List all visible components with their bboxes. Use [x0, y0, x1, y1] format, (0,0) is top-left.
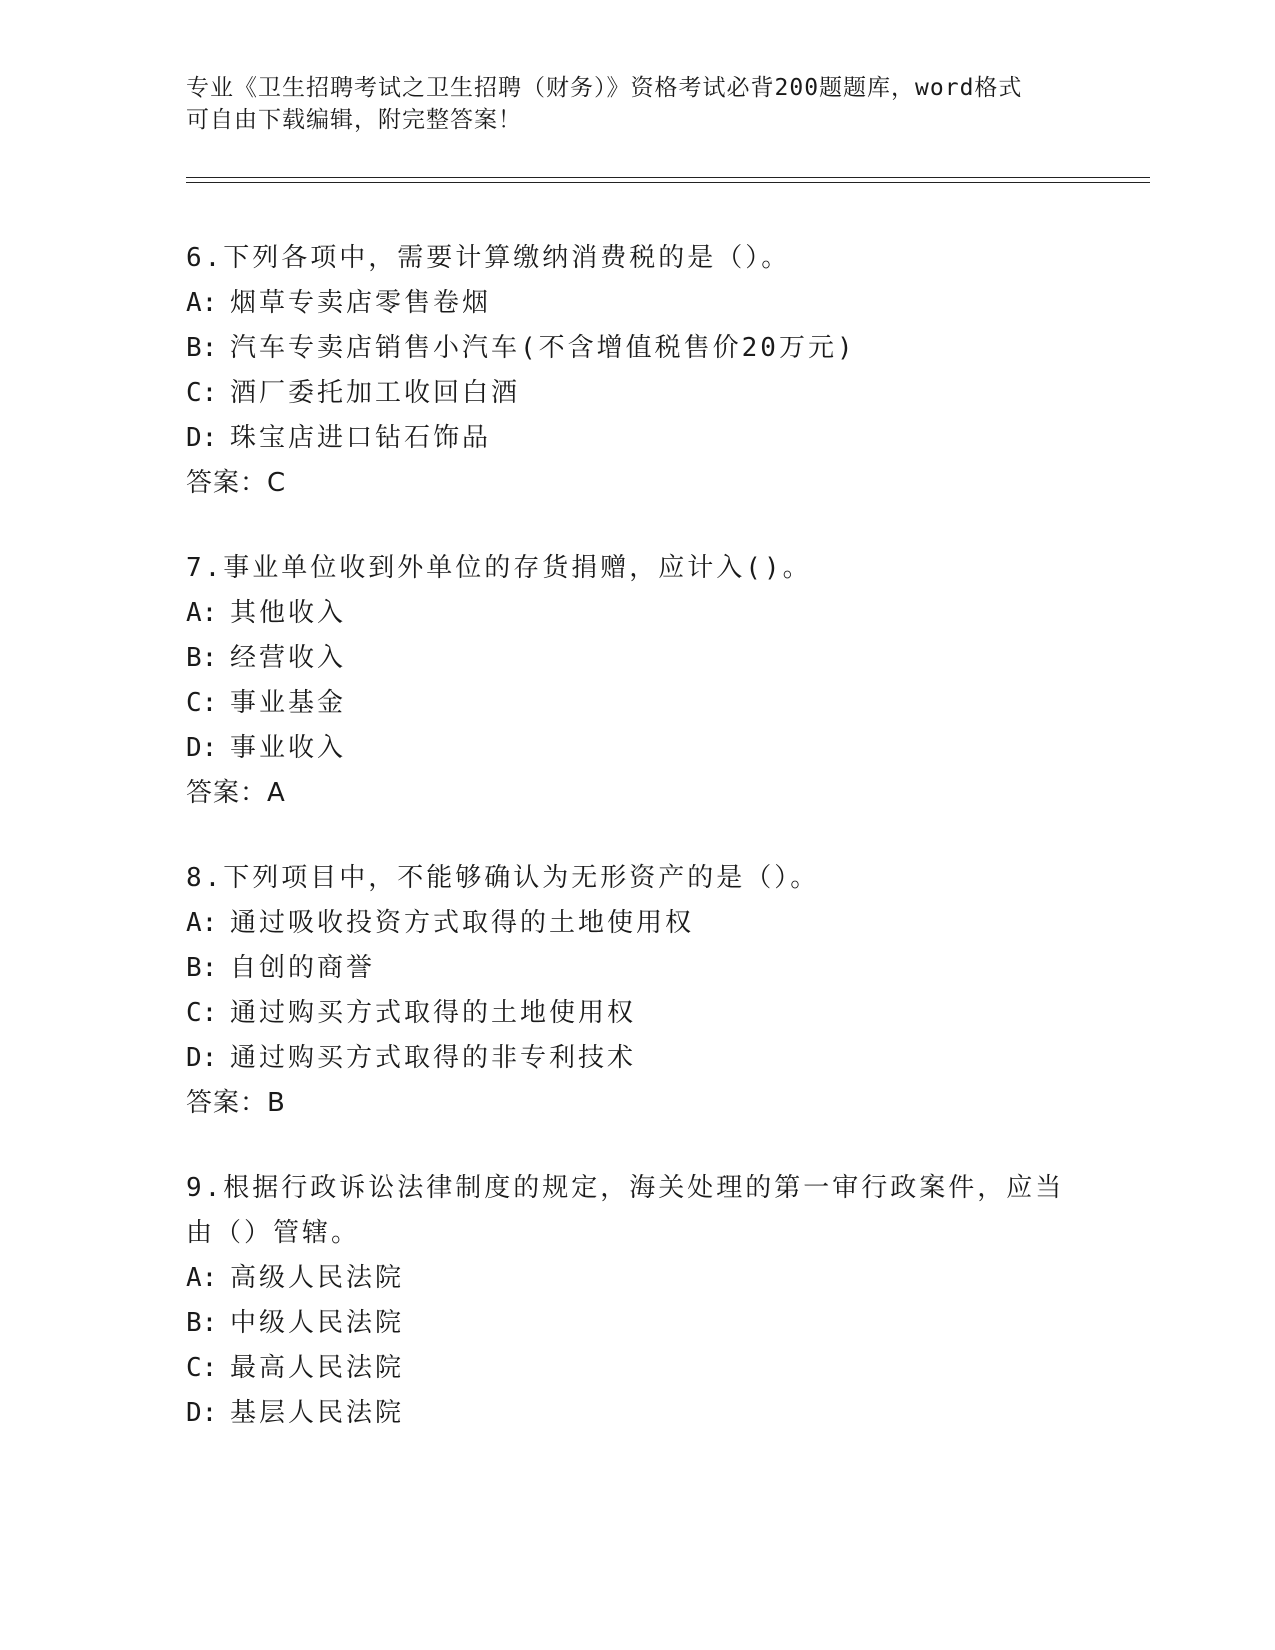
answer-line: 答案：B — [186, 1088, 286, 1118]
option-text: 最高人民法院 — [230, 1353, 405, 1383]
option-text: 通过购买方式取得的非专利技术 — [230, 1043, 637, 1073]
option-letter: C: — [186, 378, 218, 408]
option-c — [186, 681, 1086, 726]
option-letter: A: — [186, 1263, 218, 1293]
option-letter: C: — [186, 998, 218, 1028]
option-text: 烟草专卖店零售卷烟 — [230, 288, 492, 318]
option-b — [186, 1301, 1086, 1346]
option-text: 事业基金 — [230, 688, 347, 718]
option-b — [186, 946, 1086, 991]
option-c — [186, 1346, 1086, 1391]
option-letter: B: — [186, 953, 218, 983]
option-d — [186, 1036, 1086, 1081]
option-text: 汽车专卖店销售小汽车(不含增值税售价20万元) — [230, 333, 856, 363]
option-letter: A: — [186, 288, 218, 318]
option-d — [186, 726, 1086, 771]
option-d — [186, 1391, 1086, 1436]
option-letter: D: — [186, 423, 218, 453]
option-text: 其他收入 — [230, 598, 347, 628]
question-stem: 8.下列项目中，不能够确认为无形资产的是（）。 — [186, 863, 820, 893]
option-text: 通过吸收投资方式取得的土地使用权 — [230, 908, 695, 938]
option-letter: B: — [186, 643, 218, 673]
answer-line: 答案：C — [186, 468, 287, 498]
option-letter: B: — [186, 333, 218, 363]
option-c — [186, 371, 1086, 416]
question-stem: 9.根据行政诉讼法律制度的规定，海关处理的第一审行政案件，应当由（）管辖。 — [186, 1173, 1065, 1248]
option-a — [186, 1256, 1086, 1301]
option-text: 事业收入 — [230, 733, 347, 763]
option-letter: D: — [186, 733, 218, 763]
option-d — [186, 416, 1086, 461]
question-9 — [186, 1166, 1086, 1436]
option-a — [186, 281, 1086, 326]
option-text: 酒厂委托加工收回白酒 — [230, 378, 521, 408]
option-text: 自创的商誉 — [230, 953, 376, 983]
option-letter: A: — [186, 908, 218, 938]
option-letter: D: — [186, 1043, 218, 1073]
option-a — [186, 901, 1086, 946]
header-line-2: 可自由下载编辑，附完整答案！ — [186, 107, 522, 133]
option-letter: C: — [186, 688, 218, 718]
header-divider-top — [186, 177, 1150, 178]
option-letter: A: — [186, 598, 218, 628]
question-7 — [186, 546, 1086, 816]
question-list — [186, 236, 1086, 1476]
question-stem: 7.事业单位收到外单位的存货捐赠，应计入()。 — [186, 553, 812, 583]
question-stem: 6.下列各项中，需要计算缴纳消费税的是（）。 — [186, 243, 791, 273]
option-letter: B: — [186, 1308, 218, 1338]
option-letter: C: — [186, 1353, 218, 1383]
header-line-1: 专业《卫生招聘考试之卫生招聘（财务）》资格考试必背200题题库，word格式 — [186, 75, 1023, 101]
header-divider-bottom — [186, 182, 1150, 183]
option-text: 高级人民法院 — [230, 1263, 405, 1293]
document-header — [186, 72, 1066, 136]
option-text: 珠宝店进口钻石饰品 — [230, 423, 492, 453]
option-text: 通过购买方式取得的土地使用权 — [230, 998, 637, 1028]
question-8 — [186, 856, 1086, 1126]
answer-line: 答案：A — [186, 778, 286, 808]
option-text: 中级人民法院 — [230, 1308, 405, 1338]
option-b — [186, 326, 1086, 371]
question-6 — [186, 236, 1086, 506]
option-b — [186, 636, 1086, 681]
option-letter: D: — [186, 1398, 218, 1428]
option-c — [186, 991, 1086, 1036]
option-a — [186, 591, 1086, 636]
option-text: 基层人民法院 — [230, 1398, 405, 1428]
option-text: 经营收入 — [230, 643, 347, 673]
